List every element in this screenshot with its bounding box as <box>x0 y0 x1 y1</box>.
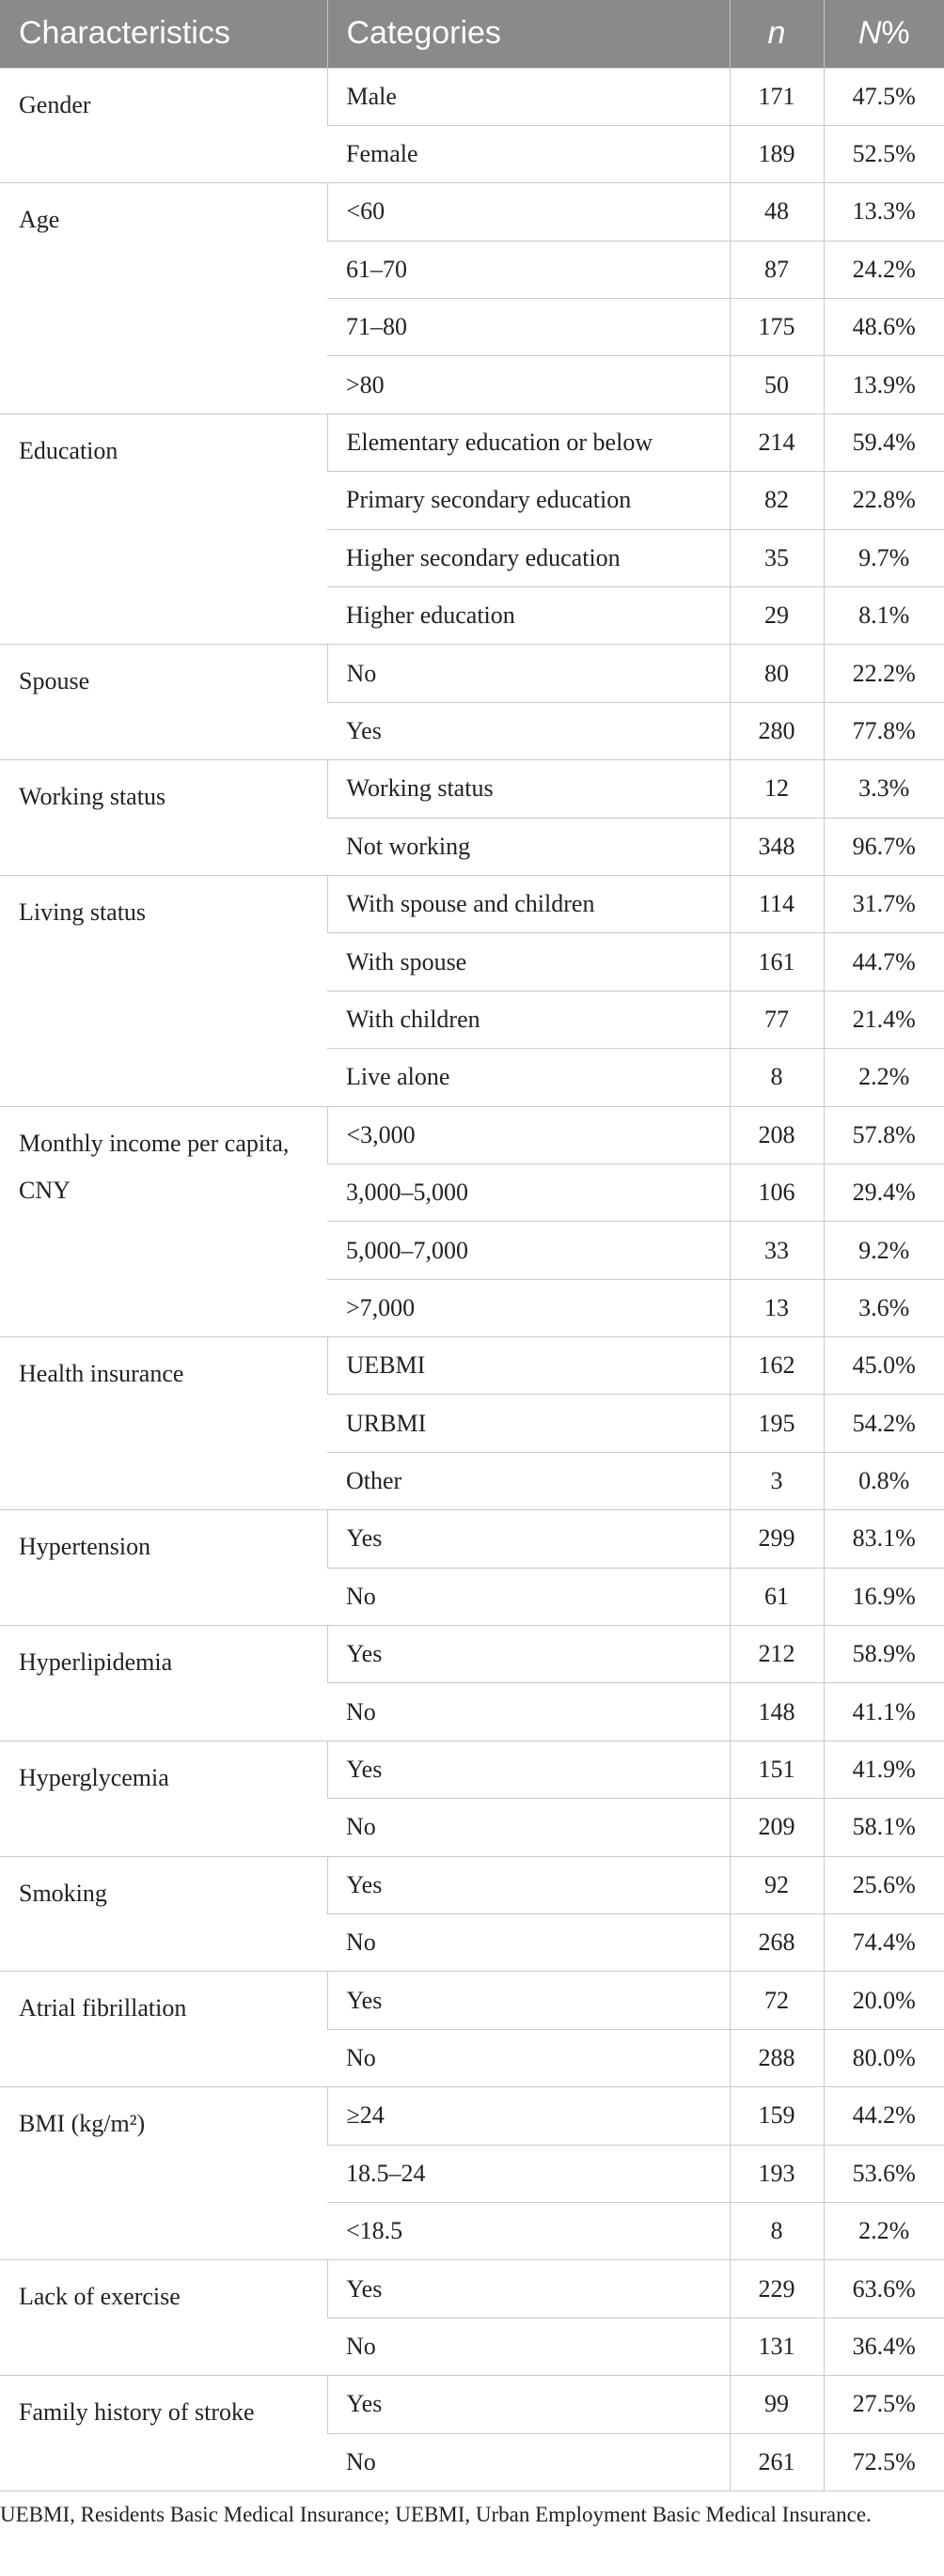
n-cell: 288 <box>730 2029 824 2086</box>
percent-cell: 48.6% <box>824 299 944 356</box>
category-cell: 71–80 <box>327 299 730 356</box>
n-cell: 3 <box>730 1452 824 1509</box>
percent-cell: 2.2% <box>824 1049 944 1106</box>
n-cell: 171 <box>730 68 824 125</box>
category-cell: Other <box>327 1452 730 1509</box>
table-row <box>0 1856 944 1913</box>
category-cell: >80 <box>327 356 730 414</box>
characteristic-label: Lack of exercise <box>0 2260 327 2376</box>
category-cell: Female <box>327 125 730 182</box>
percent-cell: 0.8% <box>824 1452 944 1509</box>
header-row <box>0 0 944 68</box>
table-row <box>0 875 944 932</box>
percent-cell: 25.6% <box>824 1856 944 1913</box>
n-cell: 82 <box>730 472 824 529</box>
n-cell: 8 <box>730 1049 824 1106</box>
n-cell: 80 <box>730 645 824 702</box>
category-cell: 5,000–7,000 <box>327 1222 730 1279</box>
category-cell: Live alone <box>327 1049 730 1106</box>
characteristic-label: Health insurance <box>0 1337 327 1510</box>
table-row <box>0 645 944 702</box>
characteristic-label: Education <box>0 414 327 645</box>
n-cell: 35 <box>730 529 824 586</box>
n-cell: 87 <box>730 241 824 298</box>
n-cell: 268 <box>730 1914 824 1972</box>
category-cell: No <box>327 2318 730 2375</box>
table-row <box>0 760 944 818</box>
n-cell: 175 <box>730 299 824 356</box>
category-cell: With spouse <box>327 933 730 991</box>
n-cell: 348 <box>730 818 824 875</box>
category-cell: No <box>327 1799 730 1856</box>
characteristic-label: Age <box>0 183 327 414</box>
percent-cell: 83.1% <box>824 1510 944 1568</box>
table-row <box>0 183 944 241</box>
category-cell: 3,000–5,000 <box>327 1163 730 1221</box>
percent-cell: 2.2% <box>824 2202 944 2259</box>
n-cell: 114 <box>730 875 824 932</box>
percent-cell: 74.4% <box>824 1914 944 1972</box>
percent-cell: 8.1% <box>824 587 944 645</box>
percent-cell: 54.2% <box>824 1395 944 1452</box>
characteristic-label: Spouse <box>0 645 327 760</box>
category-cell: Yes <box>327 1626 730 1683</box>
category-cell: <18.5 <box>327 2202 730 2259</box>
characteristic-label: Working status <box>0 760 327 876</box>
percent-cell: 36.4% <box>824 2318 944 2375</box>
n-cell: 195 <box>730 1395 824 1452</box>
category-cell: Yes <box>327 1741 730 1798</box>
category-cell: 61–70 <box>327 241 730 298</box>
table-row <box>0 1106 944 1163</box>
header-categories: Categories <box>327 0 730 68</box>
percent-cell: 47.5% <box>824 68 944 125</box>
characteristic-label: Smoking <box>0 1856 327 1972</box>
characteristic-label: BMI (kg/m²) <box>0 2087 327 2260</box>
table-body <box>0 68 944 2490</box>
percent-cell: 24.2% <box>824 241 944 298</box>
percent-cell: 13.3% <box>824 183 944 241</box>
n-cell: 261 <box>730 2433 824 2490</box>
category-cell: URBMI <box>327 1395 730 1452</box>
percent-cell: 31.7% <box>824 875 944 932</box>
category-cell: No <box>327 645 730 702</box>
n-cell: 214 <box>730 414 824 471</box>
category-cell: No <box>327 1683 730 1741</box>
percent-cell: 9.2% <box>824 1222 944 1279</box>
percent-cell: 3.3% <box>824 760 944 818</box>
category-cell: With spouse and children <box>327 875 730 932</box>
percent-cell: 16.9% <box>824 1568 944 1625</box>
characteristic-label: Hyperglycemia <box>0 1741 327 1856</box>
category-cell: Yes <box>327 2260 730 2318</box>
n-cell: 106 <box>730 1163 824 1221</box>
n-cell: 208 <box>730 1106 824 1163</box>
category-cell: 18.5–24 <box>327 2145 730 2202</box>
characteristic-label: Hyperlipidemia <box>0 1626 327 1741</box>
table-row <box>0 2376 944 2433</box>
n-cell: 212 <box>730 1626 824 1683</box>
category-cell: No <box>327 1914 730 1972</box>
percent-cell: 41.1% <box>824 1683 944 1741</box>
percent-cell: 27.5% <box>824 2376 944 2433</box>
category-cell: Yes <box>327 2376 730 2433</box>
characteristic-label: Living status <box>0 875 327 1106</box>
percent-cell: 22.8% <box>824 472 944 529</box>
n-cell: 151 <box>730 1741 824 1798</box>
characteristic-label: Atrial fibrillation <box>0 1972 327 2087</box>
percent-cell: 63.6% <box>824 2260 944 2318</box>
header-n: n <box>730 0 824 68</box>
n-cell: 280 <box>730 702 824 759</box>
n-cell: 61 <box>730 1568 824 1625</box>
percent-cell: 53.6% <box>824 2145 944 2202</box>
percent-cell: 80.0% <box>824 2029 944 2086</box>
category-cell: Working status <box>327 760 730 818</box>
n-cell: 99 <box>730 2376 824 2433</box>
category-cell: UEBMI <box>327 1337 730 1395</box>
n-cell: 159 <box>730 2087 824 2145</box>
table-row <box>0 1337 944 1395</box>
category-cell: Higher secondary education <box>327 529 730 586</box>
category-cell: Elementary education or below <box>327 414 730 471</box>
percent-cell: 72.5% <box>824 2433 944 2490</box>
category-cell: Yes <box>327 1510 730 1568</box>
characteristic-label: Monthly income per capita, CNY <box>0 1106 327 1337</box>
percent-cell: 22.2% <box>824 645 944 702</box>
percent-cell: 13.9% <box>824 356 944 414</box>
percent-cell: 9.7% <box>824 529 944 586</box>
percent-cell: 57.8% <box>824 1106 944 1163</box>
percent-cell: 21.4% <box>824 991 944 1048</box>
percent-cell: 77.8% <box>824 702 944 759</box>
table-row <box>0 1510 944 1568</box>
percent-cell: 20.0% <box>824 1972 944 2029</box>
table-row <box>0 2260 944 2318</box>
category-cell: Yes <box>327 1972 730 2029</box>
n-cell: 92 <box>730 1856 824 1913</box>
n-cell: 131 <box>730 2318 824 2375</box>
characteristic-label: Gender <box>0 68 327 183</box>
percent-cell: 59.4% <box>824 414 944 471</box>
table-row <box>0 1741 944 1798</box>
header-characteristics: Characteristics <box>0 0 327 68</box>
percent-cell: 41.9% <box>824 1741 944 1798</box>
table-row <box>0 2087 944 2145</box>
category-cell: ≥24 <box>327 2087 730 2145</box>
percent-cell: 52.5% <box>824 125 944 182</box>
table-row <box>0 1626 944 1683</box>
category-cell: Yes <box>327 1856 730 1913</box>
n-cell: 161 <box>730 933 824 991</box>
n-cell: 8 <box>730 2202 824 2259</box>
n-cell: 29 <box>730 587 824 645</box>
n-cell: 13 <box>730 1279 824 1336</box>
characteristic-label: Hypertension <box>0 1510 327 1626</box>
percent-cell: 44.2% <box>824 2087 944 2145</box>
n-cell: 148 <box>730 1683 824 1741</box>
characteristic-label: Family history of stroke <box>0 2376 327 2491</box>
category-cell: No <box>327 2433 730 2490</box>
table-row <box>0 414 944 471</box>
percent-cell: 44.7% <box>824 933 944 991</box>
category-cell: With children <box>327 991 730 1048</box>
category-cell: Higher education <box>327 587 730 645</box>
percent-cell: 45.0% <box>824 1337 944 1395</box>
category-cell: Not working <box>327 818 730 875</box>
percent-cell: 3.6% <box>824 1279 944 1336</box>
n-cell: 12 <box>730 760 824 818</box>
percent-cell: 96.7% <box>824 818 944 875</box>
header-percent-sign: % <box>881 15 910 52</box>
percent-cell: 58.1% <box>824 1799 944 1856</box>
category-cell: Primary secondary education <box>327 472 730 529</box>
category-cell: <3,000 <box>327 1106 730 1163</box>
n-cell: 33 <box>730 1222 824 1279</box>
category-cell: Yes <box>327 702 730 759</box>
n-cell: 299 <box>730 1510 824 1568</box>
category-cell: No <box>327 2029 730 2086</box>
table-footnote: UEBMI, Residents Basic Medical Insurance; UEBMI, Urban Employment Basic Medical Insurance. <box>0 2503 872 2526</box>
n-cell: 72 <box>730 1972 824 2029</box>
table-row <box>0 1972 944 2029</box>
n-cell: 50 <box>730 356 824 414</box>
category-cell: >7,000 <box>327 1279 730 1336</box>
n-cell: 193 <box>730 2145 824 2202</box>
n-cell: 48 <box>730 183 824 241</box>
n-cell: 162 <box>730 1337 824 1395</box>
percent-cell: 29.4% <box>824 1163 944 1221</box>
n-cell: 189 <box>730 125 824 182</box>
n-cell: 77 <box>730 991 824 1048</box>
table-row <box>0 68 944 125</box>
n-cell: 229 <box>730 2260 824 2318</box>
n-cell: 209 <box>730 1799 824 1856</box>
category-cell: <60 <box>327 183 730 241</box>
header-percent <box>824 0 944 68</box>
category-cell: No <box>327 1568 730 1625</box>
percent-cell: 58.9% <box>824 1626 944 1683</box>
header-percent-n: N <box>857 15 882 52</box>
category-cell: Male <box>327 68 730 125</box>
